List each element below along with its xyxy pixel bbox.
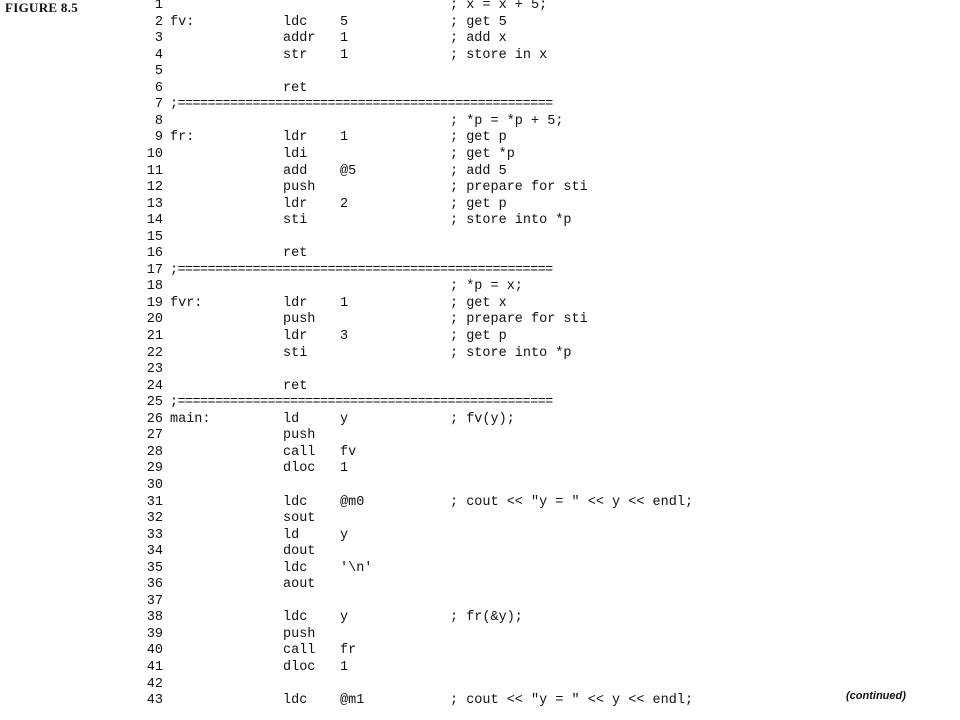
code-line: [0, 362, 960, 379]
line-number: 22: [146, 345, 163, 361]
line-number: 19: [146, 295, 163, 311]
code-comment: ; cout << "y = " << y << endl;: [450, 494, 694, 510]
line-number: 42: [146, 676, 163, 692]
figure-label: FIGURE 8.5: [5, 0, 79, 15]
operand: 1: [340, 295, 349, 311]
separator-comment: ;==================================================: [170, 262, 553, 278]
line-number: 35: [146, 560, 163, 576]
code-line: [0, 643, 960, 660]
operand: 3: [340, 329, 349, 344]
code-comment: ; get *p: [450, 146, 515, 162]
code-label: fvr:: [170, 295, 203, 311]
code-line: [0, 246, 960, 263]
code-line: [0, 395, 960, 412]
instruction: ret: [283, 378, 308, 394]
instruction: ldc: [283, 14, 308, 30]
code-line: [0, 48, 960, 65]
line-number: 18: [146, 279, 163, 295]
instruction: ldc: [283, 494, 308, 510]
operand: @m1: [340, 693, 365, 709]
code-comment: ; *p = *p + 5;: [450, 113, 564, 129]
code-line: [0, 478, 960, 495]
line-number: 32: [146, 511, 163, 527]
line-number: 16: [146, 246, 163, 262]
code-comment: ; get x: [450, 295, 507, 311]
operand: 2: [340, 196, 349, 212]
code-line: [0, 627, 960, 644]
code-comment: ; store into *p: [450, 213, 572, 229]
code-line: [0, 594, 960, 611]
line-number: 29: [146, 461, 163, 477]
line-number: 17: [146, 262, 163, 278]
code-comment: ; x = x + 5;: [450, 0, 548, 13]
instruction: sout: [283, 511, 316, 527]
code-line: [0, 312, 960, 329]
code-line: [0, 511, 960, 528]
code-line: [0, 197, 960, 214]
line-number: 23: [146, 362, 163, 378]
code-comment: ; fr(&y);: [450, 610, 523, 626]
instruction: ldr: [283, 196, 308, 212]
line-number: 27: [146, 428, 163, 444]
code-comment: ; cout << "y = " << y << endl;: [450, 693, 694, 709]
code-line: [0, 213, 960, 230]
instruction: sti: [283, 345, 308, 361]
operand: 1: [340, 461, 349, 477]
instruction: dloc: [283, 461, 316, 477]
line-number: 37: [146, 593, 163, 609]
continued-note: (continued): [846, 690, 906, 702]
line-number: 15: [146, 229, 163, 245]
operand: @m0: [340, 494, 365, 510]
code-comment: ; store in x: [450, 47, 548, 63]
operand: y: [340, 527, 349, 543]
operand: 1: [340, 31, 349, 47]
line-number: 26: [146, 411, 163, 427]
code-line: [0, 412, 960, 429]
instruction: dloc: [283, 660, 316, 675]
code-line: [0, 577, 960, 594]
code-line: [0, 15, 960, 32]
code-line: [0, 693, 960, 710]
code-comment: ; get p: [450, 329, 507, 344]
line-number: 4: [154, 47, 163, 63]
code-comment: ; add 5: [450, 163, 507, 179]
operand: 1: [340, 660, 349, 675]
line-number: 13: [146, 196, 163, 212]
instruction: ret: [283, 246, 308, 262]
line-number: 11: [146, 163, 163, 179]
code-line: [0, 346, 960, 363]
code-comment: ; fv(y);: [450, 411, 515, 427]
instruction: ldr: [283, 329, 308, 344]
instruction: addr: [283, 31, 316, 47]
instruction: add: [283, 163, 308, 179]
operand: fr: [340, 643, 357, 659]
code-line: [0, 263, 960, 280]
separator-comment: ;==================================================: [170, 395, 553, 411]
instruction: ret: [283, 80, 308, 96]
code-comment: ; *p = x;: [450, 279, 523, 295]
line-number: 33: [146, 527, 163, 543]
line-number: 6: [154, 80, 163, 96]
code-comment: ; add x: [450, 31, 507, 47]
line-number: 43: [146, 693, 163, 709]
code-line: [0, 230, 960, 247]
line-number: 30: [146, 477, 163, 493]
line-number: 20: [146, 312, 163, 328]
code-line: [0, 180, 960, 197]
code-label: fr:: [170, 130, 195, 146]
code-line: [0, 428, 960, 445]
instruction: push: [283, 626, 316, 642]
code-line: [0, 31, 960, 48]
instruction: push: [283, 180, 316, 196]
instruction: ldr: [283, 295, 308, 311]
line-number: 25: [146, 395, 163, 411]
code-line: [0, 379, 960, 396]
code-line: [0, 544, 960, 561]
line-number: 21: [146, 329, 163, 344]
instruction: ldc: [283, 610, 308, 626]
instruction: ld: [283, 527, 300, 543]
line-number: 7: [154, 97, 163, 113]
instruction: push: [283, 428, 316, 444]
code-line: [0, 0, 960, 15]
line-number: 39: [146, 626, 163, 642]
code-line: [0, 610, 960, 627]
code-line: [0, 660, 960, 677]
line-number: 28: [146, 444, 163, 460]
line-number: 8: [154, 113, 163, 129]
code-line: [0, 528, 960, 545]
line-number: 2: [154, 14, 163, 30]
code-comment: ; store into *p: [450, 345, 572, 361]
code-label: main:: [170, 411, 211, 427]
code-line: [0, 64, 960, 81]
code-comment: ; prepare for sti: [450, 180, 588, 196]
instruction: ld: [283, 411, 300, 427]
code-line: [0, 677, 960, 694]
operand: 5: [340, 14, 349, 30]
code-comment: ; prepare for sti: [450, 312, 588, 328]
operand: @5: [340, 163, 357, 179]
line-number: 5: [154, 64, 163, 80]
instruction: call: [283, 643, 316, 659]
line-number: 3: [154, 31, 163, 47]
code-line: [0, 279, 960, 296]
code-line: [0, 296, 960, 313]
code-line: [0, 114, 960, 131]
instruction: aout: [283, 577, 316, 593]
line-number: 36: [146, 577, 163, 593]
line-number: 1: [154, 0, 163, 13]
instruction: str: [283, 47, 308, 63]
instruction: push: [283, 312, 316, 328]
operand: '\n': [340, 560, 373, 576]
code-line: [0, 495, 960, 512]
operand: y: [340, 411, 349, 427]
code-line: [0, 461, 960, 478]
line-number: 24: [146, 378, 163, 394]
code-line: [0, 130, 960, 147]
code-line: [0, 81, 960, 98]
line-number: 14: [146, 213, 163, 229]
code-label: fv:: [170, 14, 195, 30]
operand: y: [340, 610, 349, 626]
code-line: [0, 147, 960, 164]
code-comment: ; get p: [450, 130, 507, 146]
instruction: ldr: [283, 130, 308, 146]
code-line: [0, 164, 960, 181]
operand: 1: [340, 130, 349, 146]
instruction: ldc: [283, 560, 308, 576]
operand: fv: [340, 444, 357, 460]
line-number: 41: [146, 660, 163, 675]
line-number: 40: [146, 643, 163, 659]
instruction: sti: [283, 213, 308, 229]
code-comment: ; get 5: [450, 14, 507, 30]
separator-comment: ;==================================================: [170, 97, 553, 113]
instruction: ldc: [283, 693, 308, 709]
instruction: dout: [283, 544, 316, 560]
operand: 1: [340, 47, 349, 63]
code-line: [0, 561, 960, 578]
line-number: 12: [146, 180, 163, 196]
code-line: [0, 97, 960, 114]
line-number: 10: [146, 146, 163, 162]
code-comment: ; get p: [450, 196, 507, 212]
line-number: 9: [154, 130, 163, 146]
instruction: ldi: [283, 146, 308, 162]
line-number: 31: [146, 494, 163, 510]
code-line: [0, 329, 960, 346]
code-line: [0, 445, 960, 462]
instruction: call: [283, 444, 316, 460]
line-number: 34: [146, 544, 163, 560]
line-number: 38: [146, 610, 163, 626]
